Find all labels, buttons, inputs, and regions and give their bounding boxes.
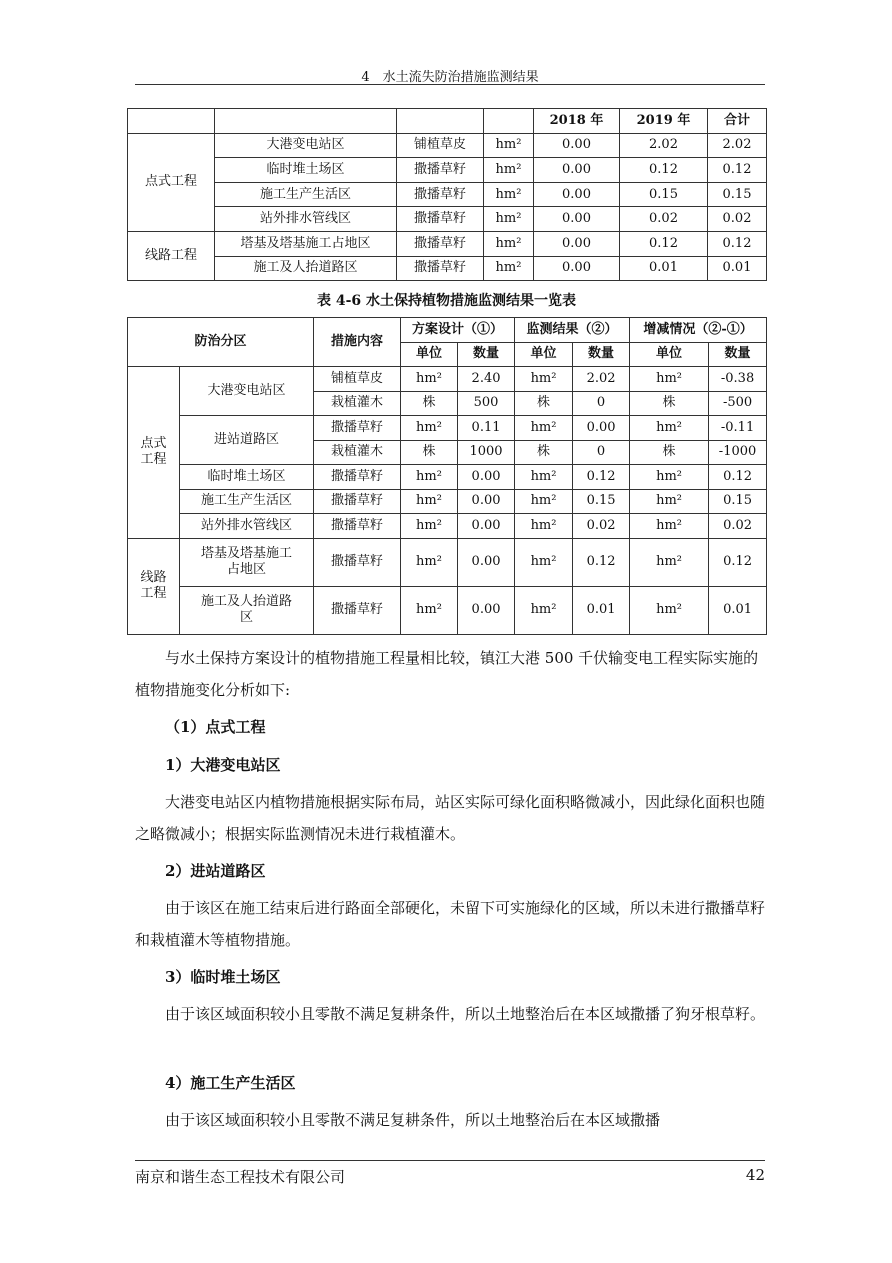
value-cell: 0.15 [709,489,767,514]
value-cell: hm² [630,367,709,392]
value-cell: 2.02 [708,133,767,158]
value-cell: hm² [515,514,573,539]
value-cell: -0.11 [709,416,767,441]
unit-cell: hm² [484,158,534,183]
area-cell: 进站道路区 [180,416,314,465]
table-row [128,538,767,586]
value-cell: 株 [401,391,458,416]
zone-header: 防治分区 [128,318,314,367]
plant-measures-comparison-table [127,317,767,635]
value-cell: 0.01 [709,586,767,634]
value-cell: 0.00 [458,538,515,586]
value-cell: 0.00 [534,182,620,207]
value-cell: 株 [630,391,709,416]
header-cell [397,109,484,134]
area-cell: 施工生产生活区 [180,489,314,514]
table-row [128,586,767,634]
value-cell: hm² [401,538,458,586]
value-cell: 0.00 [458,465,515,490]
value-cell: 0.01 [573,586,630,634]
area-cell: 塔基及塔基施工占地区 [215,231,397,256]
table-row [128,133,767,158]
measure-cell: 撒播草籽 [314,416,401,441]
value-cell: hm² [401,465,458,490]
change-header: 增减情况（②-①） [630,318,767,343]
area-cell: 大港变电站区 [215,133,397,158]
subsection-heading-4: 4）施工生产生活区 [165,1074,296,1092]
header-cell [484,109,534,134]
area-cell: 站外排水管线区 [215,207,397,232]
value-cell: 2.40 [458,367,515,392]
group-cell: 点式 工程 [128,367,180,539]
value-cell: 0.00 [534,231,620,256]
intro-paragraph: 与水土保持方案设计的植物措施工程量相比较，镇江大港 500 千伏输变电工程实际实施的植物措施变化分析如下: [135,649,759,699]
value-cell: 500 [458,391,515,416]
measure-cell: 撒播草籽 [314,586,401,634]
qty-header: 数量 [573,342,630,367]
header-rule [135,84,765,85]
area-cell: 大港变电站区 [180,367,314,416]
value-cell: hm² [401,489,458,514]
value-cell: 1000 [458,440,515,465]
value-cell: -500 [709,391,767,416]
value-cell: 2.02 [573,367,630,392]
value-cell: 0.12 [708,231,767,256]
measure-cell: 撒播草籽 [397,256,484,281]
value-cell: 0.12 [573,538,630,586]
area-cell: 施工及人抬道路 区 [180,586,314,634]
table-row [128,367,767,392]
value-cell: 0.02 [709,514,767,539]
value-cell: 0.01 [708,256,767,281]
table-row [128,231,767,256]
value-cell: 0.02 [573,514,630,539]
measure-cell: 撒播草籽 [314,514,401,539]
area-cell: 临时堆土场区 [180,465,314,490]
value-cell: 株 [630,440,709,465]
value-cell: 0.12 [709,465,767,490]
measure-cell: 栽植灌木 [314,391,401,416]
header-cell [215,109,397,134]
paragraph-4: 由于该区域面积较小且零散不满足复耕条件，所以土地整治后在本区域撒播 [165,1111,661,1129]
measure-cell: 撒播草籽 [397,182,484,207]
subsection-heading-1: 1）大港变电站区 [165,756,281,774]
value-cell: 0.12 [620,158,708,183]
header-cell-total: 合计 [708,109,767,134]
measure-cell: 撒播草籽 [397,231,484,256]
unit-header: 单位 [515,342,573,367]
page-number: 42 [745,1166,765,1184]
table-row [128,489,767,514]
value-cell: 0.00 [534,133,620,158]
unit-cell: hm² [484,256,534,281]
area-cell: 临时堆土场区 [215,158,397,183]
value-cell: hm² [630,489,709,514]
value-cell: hm² [515,465,573,490]
value-cell: 0.00 [534,158,620,183]
value-cell: 0 [573,440,630,465]
value-cell: 0 [573,391,630,416]
value-cell: hm² [401,514,458,539]
value-cell: 0.01 [620,256,708,281]
table-row [128,182,767,207]
table-row [128,465,767,490]
value-cell: hm² [630,465,709,490]
value-cell: 0.12 [573,465,630,490]
measure-cell: 撒播草籽 [397,158,484,183]
value-cell: 株 [515,440,573,465]
table-row [128,207,767,232]
value-cell: hm² [630,538,709,586]
subsection-heading-2: 2）进站道路区 [165,862,266,880]
table-header-row [128,109,767,134]
table-header-row [128,318,767,343]
value-cell: 2.02 [620,133,708,158]
value-cell: hm² [515,489,573,514]
measure-cell: 铺植草皮 [397,133,484,158]
value-cell: 0.12 [708,158,767,183]
content-header: 措施内容 [314,318,401,367]
value-cell: hm² [515,367,573,392]
value-cell: hm² [515,586,573,634]
header-cell [128,109,215,134]
monitor-header: 监测结果（②） [515,318,630,343]
value-cell: hm² [401,586,458,634]
table-row [128,158,767,183]
value-cell: 0.12 [709,538,767,586]
unit-cell: hm² [484,182,534,207]
group-cell: 点式工程 [128,133,215,231]
table-caption: 表 4-6 水土保持植物措施监测结果一览表 [316,293,577,309]
table-row [128,514,767,539]
value-cell: 0.15 [573,489,630,514]
measure-cell: 撒播草籽 [314,538,401,586]
footer-company: 南京和谐生态工程技术有限公司 [135,1168,346,1186]
group-cell: 线路工程 [128,231,215,280]
value-cell: 0.15 [620,182,708,207]
value-cell: hm² [515,416,573,441]
measure-cell: 撒播草籽 [314,489,401,514]
value-cell: hm² [401,367,458,392]
table-row [128,256,767,281]
section-heading-point: （1）点式工程 [165,718,266,736]
value-cell: 0.12 [620,231,708,256]
value-cell: hm² [515,538,573,586]
group-cell: 线路 工程 [128,538,180,634]
paragraph-2: 由于该区在施工结束后进行路面全部硬化，未留下可实施绿化的区域，所以未进行撒播草籽和栽植灌木等植物措施。 [135,899,766,949]
value-cell: hm² [630,514,709,539]
qty-header: 数量 [709,342,767,367]
unit-cell: hm² [484,133,534,158]
plant-measures-yearly-table [127,108,767,281]
value-cell: hm² [630,586,709,634]
unit-cell: hm² [484,207,534,232]
paragraph-1: 大港变电站区内植物措施根据实际布局，站区实际可绿化面积略微减小，因此绿化面积也随之略微减小；根据实际监测情况未进行栽植灌木。 [135,793,766,843]
value-cell: 0.00 [534,207,620,232]
table-row [128,416,767,441]
value-cell: 株 [401,440,458,465]
measure-cell: 栽植灌木 [314,440,401,465]
value-cell: -1000 [709,440,767,465]
measure-cell: 撒播草籽 [314,465,401,490]
unit-cell: hm² [484,231,534,256]
value-cell: hm² [630,416,709,441]
value-cell: 0.00 [458,586,515,634]
area-cell: 站外排水管线区 [180,514,314,539]
qty-header: 数量 [458,342,515,367]
value-cell: 0.11 [458,416,515,441]
area-cell: 施工及人抬道路区 [215,256,397,281]
plan-header: 方案设计（①） [401,318,515,343]
value-cell: hm² [401,416,458,441]
value-cell: 0.00 [573,416,630,441]
value-cell: 0.02 [708,207,767,232]
measure-cell: 铺植草皮 [314,367,401,392]
subsection-heading-3: 3）临时堆土场区 [165,968,281,986]
area-cell: 施工生产生活区 [215,182,397,207]
value-cell: 0.00 [458,489,515,514]
value-cell: 0.00 [534,256,620,281]
unit-header: 单位 [630,342,709,367]
paragraph-3: 由于该区域面积较小且零散不满足复耕条件，所以土地整治后在本区域撒播了狗牙根草籽。 [165,1005,766,1023]
value-cell: 0.00 [458,514,515,539]
area-cell: 塔基及塔基施工 占地区 [180,538,314,586]
footer-rule [135,1160,765,1161]
page-header: 4 水土流失防治措施监测结果 [361,70,539,85]
measure-cell: 撒播草籽 [397,207,484,232]
value-cell: 株 [515,391,573,416]
header-cell-2019: 2019 年 [620,109,708,134]
unit-header: 单位 [401,342,458,367]
value-cell: 0.02 [620,207,708,232]
value-cell: -0.38 [709,367,767,392]
header-cell-2018: 2018 年 [534,109,620,134]
value-cell: 0.15 [708,182,767,207]
